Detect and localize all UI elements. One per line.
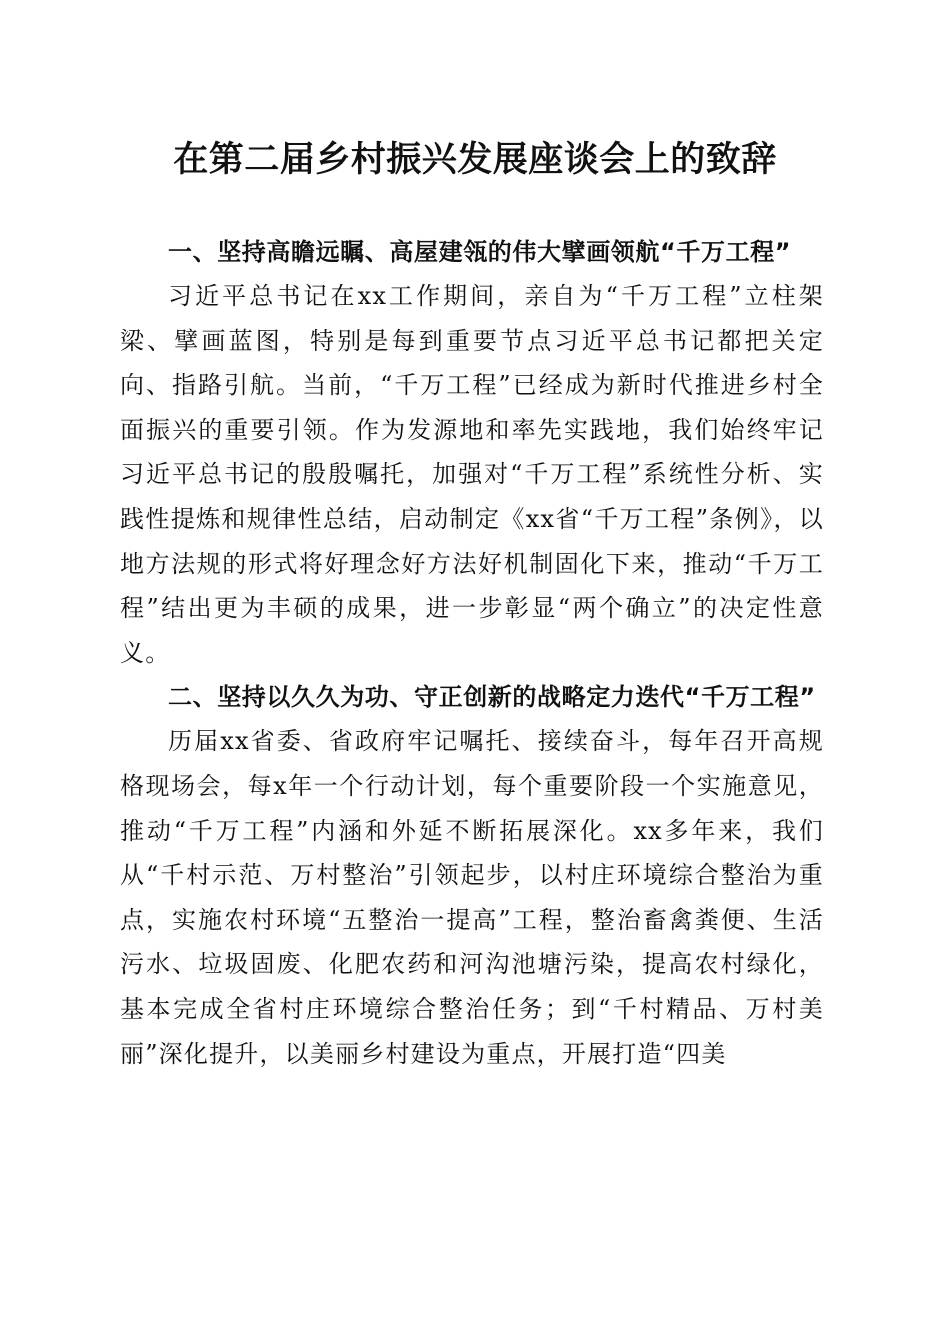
section-paragraph-1: 习近平总书记在xx工作期间，亲自为“千万工程”立柱架梁、擘画蓝图，特别是每到重要节点习近平总书记都把关定向、指路引航。当前，“千万工程”已经成为新时代推进乡村全面振兴的重要引领。作为发源地和率先实践地，我们始终牢记习近平总书记的殷殷嘱托，加强对“千万工程”系统性分析、实践性提炼和规律性总结，启动制定《xx省“千万工程”条例》，以地方法规的形式将好理念好方法好机制固化下来，推动“千万工程”结出更为丰硕的成果，进一步彰显“两个确立”的决定性意义。: [120, 282, 824, 667]
section-paragraph-2: 历届xx省委、省政府牢记嘱托、接续奋斗，每年召开高规格现场会，每x年一个行动计划，每个重要阶段一个实施意见，推动“千万工程”内涵和外延不断拓展深化。xx多年来，我们从“千村示范、万村整治”引领起步，以村庄环境综合整治为重点，实施农村环境“五整治一提高”工程，整治畜禽粪便、生活污水、垃圾固废、化肥农药和河沟池塘污染，提高农村绿化，基本完成全省村庄环境综合整治任务；到“千村精品、万村美丽”深化提升，以美丽乡村建设为重点，开展打造“四美: [120, 727, 824, 1068]
section-heading-2: 二、坚持以久久为功、守正创新的战略定力迭代“千万工程”: [168, 683, 816, 712]
document-body: [120, 230, 824, 1076]
document-title: 在第二届乡村振兴发展座谈会上的致辞: [173, 139, 777, 180]
section-heading-1: 一、坚持高瞻远瞩、高屋建瓴的伟大擘画领航“千万工程”: [168, 238, 792, 266]
